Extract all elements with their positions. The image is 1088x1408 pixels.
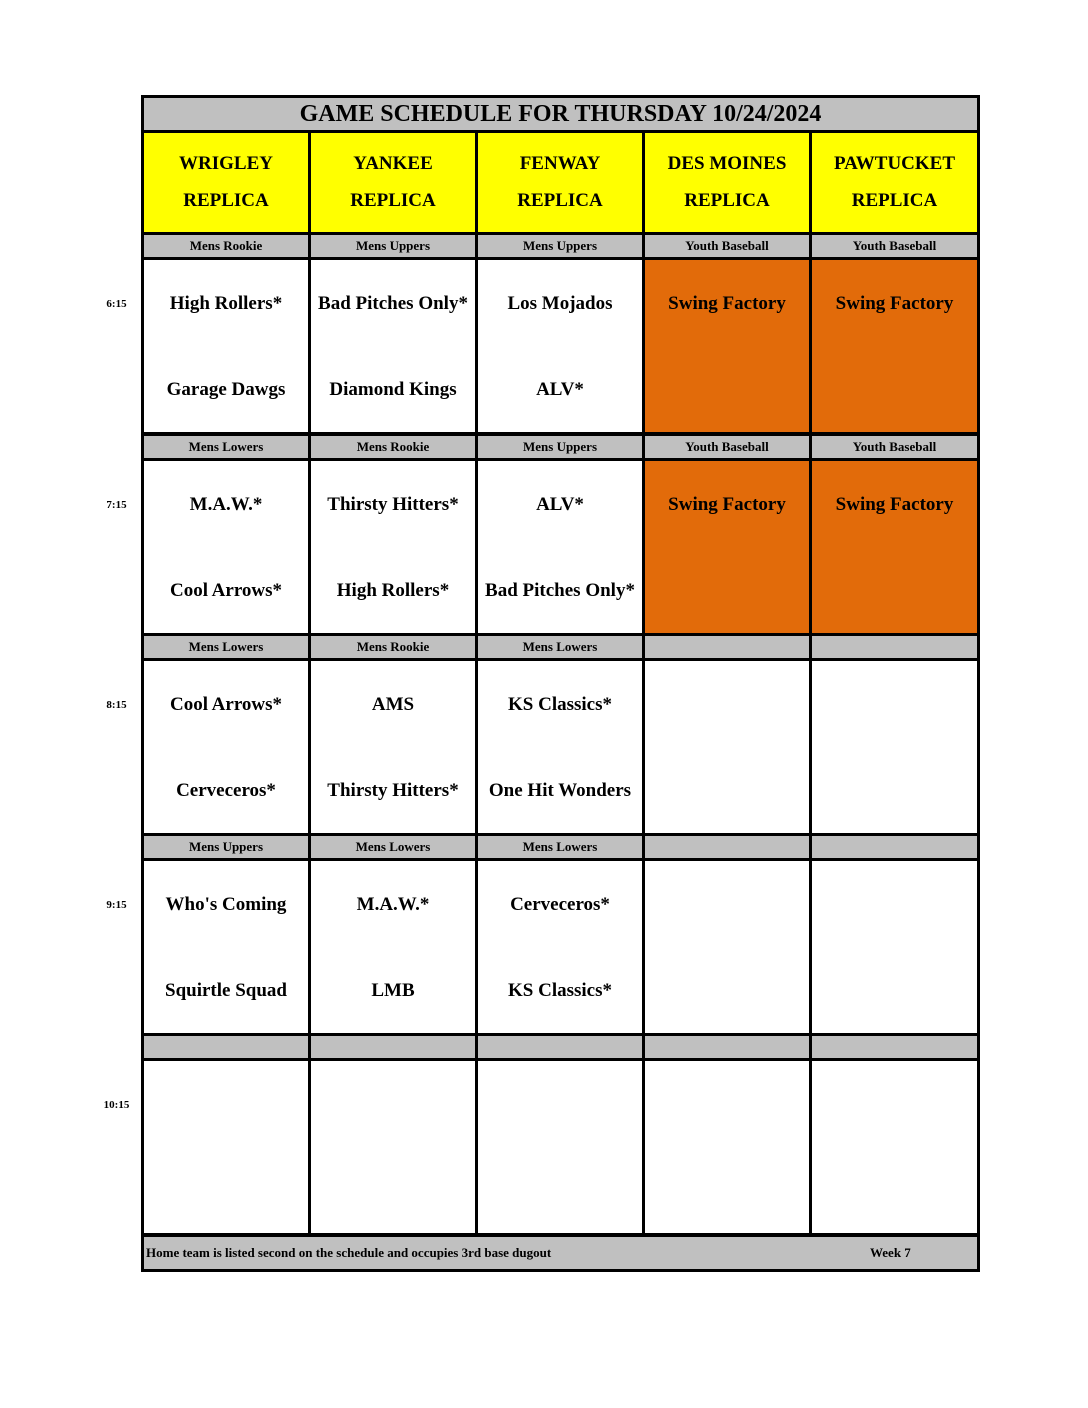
division-label: Youth Baseball	[812, 436, 977, 458]
away-team	[144, 1061, 308, 1147]
home-team	[812, 547, 977, 633]
game-cell	[144, 1061, 308, 1233]
home-team: Thirsty Hitters*	[327, 779, 459, 801]
home-team	[812, 346, 977, 432]
time-label: 6:15	[106, 298, 127, 310]
game-cell	[144, 260, 308, 432]
game-cell	[311, 260, 475, 432]
game-cell	[812, 861, 977, 1033]
division-label: Mens Lowers	[478, 836, 642, 858]
field-name: YANKEE	[353, 153, 433, 175]
game-cell	[478, 661, 642, 833]
home-team: ALV*	[536, 378, 584, 400]
field-subtitle: REPLICA	[851, 189, 938, 211]
game-cell	[311, 1061, 475, 1233]
field-subtitle: REPLICA	[183, 189, 269, 211]
division-label	[311, 1036, 475, 1058]
home-team	[645, 947, 809, 1033]
division-label	[645, 836, 809, 858]
division-label: Mens Lowers	[311, 836, 475, 858]
game-cell	[812, 661, 977, 833]
schedule-title: GAME SCHEDULE FOR THURSDAY 10/24/2024	[144, 98, 977, 130]
footer-note: Home team is listed second on the schedule and occupies 3rd base dugout	[146, 1245, 552, 1260]
away-team	[645, 1061, 809, 1147]
away-team	[645, 661, 809, 747]
game-cell	[144, 661, 308, 833]
division-label: Mens Uppers	[311, 235, 475, 257]
home-team: Cerveceros*	[176, 779, 276, 801]
game-cell	[812, 260, 977, 432]
home-team	[812, 747, 977, 833]
time-label: 9:15	[106, 899, 127, 911]
division-label: Mens Rookie	[311, 636, 475, 658]
home-team	[645, 547, 809, 633]
division-label: Mens Lowers	[144, 436, 308, 458]
home-team: Garage Dawgs	[166, 378, 286, 400]
away-team	[812, 1061, 977, 1147]
away-team: Cerveceros*	[510, 893, 610, 915]
away-team: Swing Factory	[668, 292, 786, 314]
home-team	[812, 1147, 977, 1233]
home-team	[478, 1147, 642, 1233]
away-team	[812, 661, 977, 747]
away-team	[311, 1061, 475, 1147]
division-label	[812, 836, 977, 858]
time-label: 10:15	[103, 1099, 130, 1111]
field-subtitle: REPLICA	[517, 189, 603, 211]
away-team	[812, 861, 977, 947]
game-cell	[478, 260, 642, 432]
game-cell	[478, 861, 642, 1033]
home-team	[645, 747, 809, 833]
away-team	[478, 1061, 642, 1147]
field-name: FENWAY	[519, 153, 601, 175]
away-team	[645, 861, 809, 947]
division-label: Youth Baseball	[645, 436, 809, 458]
division-label: Mens Uppers	[478, 235, 642, 257]
home-team: High Rollers*	[336, 579, 450, 601]
home-team	[645, 1147, 809, 1233]
game-cell	[645, 461, 809, 633]
division-label	[812, 1036, 977, 1058]
division-label: Youth Baseball	[812, 235, 977, 257]
field-header	[812, 133, 977, 232]
division-label: Mens Lowers	[144, 636, 308, 658]
away-team: Bad Pitches Only*	[318, 292, 468, 314]
home-team	[311, 1147, 475, 1233]
field-name: PAWTUCKET	[833, 153, 956, 175]
game-cell	[144, 861, 308, 1033]
field-header	[144, 133, 308, 232]
home-team	[645, 346, 809, 432]
away-team: M.A.W.*	[356, 893, 430, 915]
home-team: Cool Arrows*	[169, 579, 283, 601]
field-header	[311, 133, 475, 232]
game-cell	[144, 461, 308, 633]
game-cell	[311, 861, 475, 1033]
division-label: Mens Rookie	[144, 235, 308, 257]
away-team: M.A.W.*	[189, 493, 263, 515]
home-team: Squirtle Squad	[165, 979, 287, 1001]
away-team: Thirsty Hitters*	[327, 493, 459, 515]
division-label: Mens Rookie	[311, 436, 475, 458]
division-label: Mens Lowers	[478, 636, 642, 658]
home-team: Diamond Kings	[329, 378, 457, 400]
division-label: Mens Uppers	[144, 836, 308, 858]
home-team: One Hit Wonders	[488, 779, 632, 801]
field-header	[645, 133, 809, 232]
away-team: Swing Factory	[835, 292, 954, 314]
field-header	[478, 133, 642, 232]
division-label	[144, 1036, 308, 1058]
away-team: KS Classics*	[508, 693, 612, 715]
footer-bar	[144, 1237, 977, 1269]
game-cell	[812, 1061, 977, 1233]
game-cell	[311, 461, 475, 633]
home-team: KS Classics*	[508, 979, 612, 1001]
away-team: High Rollers*	[169, 292, 283, 314]
game-cell	[478, 461, 642, 633]
game-cell	[645, 861, 809, 1033]
away-team: Los Mojados	[507, 292, 613, 314]
home-team: LMB	[371, 979, 415, 1001]
field-name: WRIGLEY	[179, 153, 273, 175]
field-subtitle: REPLICA	[684, 189, 770, 211]
game-cell	[478, 1061, 642, 1233]
game-cell	[812, 461, 977, 633]
away-team: ALV*	[536, 493, 584, 515]
game-cell	[311, 661, 475, 833]
week-label: Week 7	[870, 1245, 911, 1260]
game-cell	[645, 260, 809, 432]
time-label: 8:15	[106, 699, 127, 711]
field-name: DES MOINES	[667, 153, 787, 175]
away-team: Cool Arrows*	[169, 693, 283, 715]
home-team	[812, 947, 977, 1033]
away-team: Swing Factory	[668, 493, 786, 515]
division-label	[645, 636, 809, 658]
field-subtitle: REPLICA	[350, 189, 436, 211]
home-team: Bad Pitches Only*	[485, 579, 635, 601]
division-label	[812, 636, 977, 658]
game-cell	[645, 661, 809, 833]
division-label	[645, 1036, 809, 1058]
away-team: Who's Coming	[165, 893, 287, 915]
division-label: Mens Uppers	[478, 436, 642, 458]
division-label: Youth Baseball	[645, 235, 809, 257]
division-label	[478, 1036, 642, 1058]
away-team: AMS	[371, 693, 415, 715]
away-team: Swing Factory	[835, 493, 954, 515]
home-team	[144, 1147, 308, 1233]
game-cell	[645, 1061, 809, 1233]
time-label: 7:15	[106, 499, 127, 511]
